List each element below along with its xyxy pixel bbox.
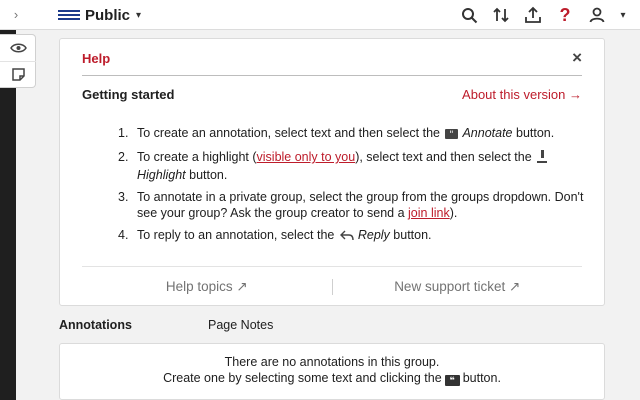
annotate-icon: ❝: [445, 375, 460, 386]
list-item: 3. To annotate in a private group, select the group from the groups dropdown. Don't see your group? Ask the group creator to send a join link).: [118, 190, 584, 220]
svg-text:": ": [449, 130, 455, 139]
tab-annotations[interactable]: Annotations: [59, 318, 132, 332]
divider: [82, 266, 582, 267]
highlight-icon: [537, 150, 547, 167]
list-item: 2. To create a highlight (visible only to you), select text and then select the Highlight button.: [118, 149, 588, 183]
empty-state-card: [59, 343, 605, 400]
help-panel: [59, 38, 605, 306]
help-panel-title: Help: [82, 51, 111, 66]
about-version-link[interactable]: About this version →: [462, 87, 582, 102]
divider: [82, 75, 582, 76]
top-bar: [0, 0, 640, 30]
list-item: 1. To create an annotation, select text and then select the " Annotate button.: [118, 125, 588, 143]
getting-started-title: Getting started: [82, 87, 175, 102]
empty-state-line2: Create one by selecting some text and clicking the ❝ button.: [163, 371, 501, 385]
share-icon[interactable]: [522, 4, 544, 26]
tab-page-notes[interactable]: Page Notes: [208, 318, 274, 332]
close-icon[interactable]: ×: [572, 48, 582, 67]
chevron-right-icon[interactable]: ›: [13, 7, 19, 22]
sort-icon[interactable]: [490, 4, 512, 26]
help-steps: [118, 125, 588, 251]
search-icon[interactable]: [458, 4, 480, 26]
user-icon[interactable]: [586, 4, 608, 26]
help-icon[interactable]: ?: [559, 4, 571, 25]
help-topics-link[interactable]: Help topics ↗: [165, 279, 248, 294]
join-link[interactable]: join link: [408, 206, 450, 220]
eye-icon[interactable]: [0, 35, 36, 61]
list-item: 4. To reply to an annotation, select the Reply button.: [118, 227, 588, 245]
page-notes-icon[interactable]: [0, 61, 36, 87]
chevron-down-icon[interactable]: ▾: [620, 9, 626, 21]
side-tool-tabs: [0, 34, 36, 88]
empty-state-line1: There are no annotations in this group.: [224, 355, 440, 369]
chevron-down-icon: ▾: [136, 9, 142, 21]
help-panel-footer: [82, 275, 582, 299]
group-selector[interactable]: [58, 4, 141, 26]
annotate-icon: [445, 127, 458, 143]
reply-icon: [340, 229, 354, 245]
group-logo-icon: [58, 8, 80, 22]
visible-only-to-you-link[interactable]: visible only to you: [256, 150, 356, 164]
new-support-ticket-link[interactable]: New support ticket ↗: [394, 279, 521, 294]
top-actions: [458, 4, 628, 26]
group-name: Public: [85, 6, 131, 24]
